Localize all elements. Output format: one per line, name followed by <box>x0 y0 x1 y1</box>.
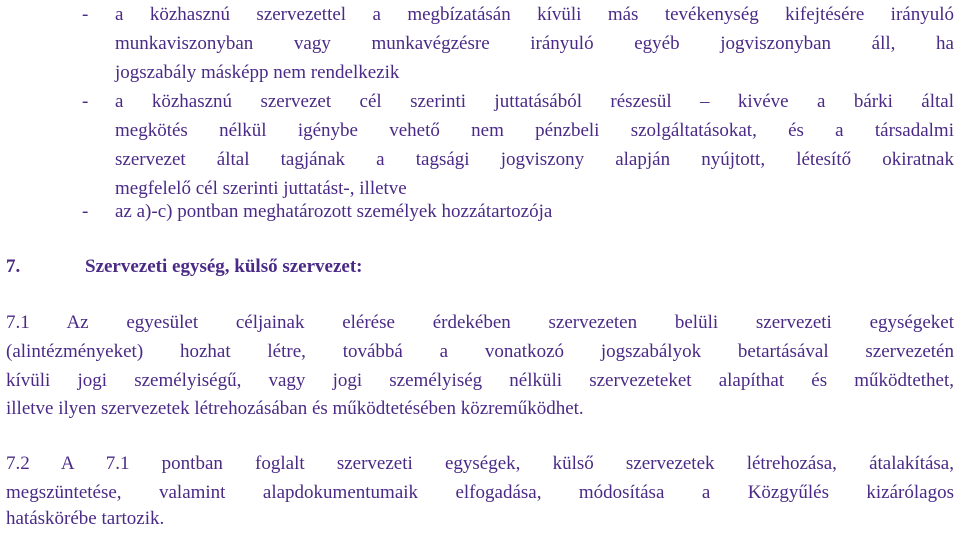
paragraph-7-1-line-2: (alintézményeket) hozhat létre, továbbá a vonatkozó jogszabályok betartásával szervezetén <box>6 341 954 362</box>
list-bullet: - <box>82 91 89 112</box>
list-bullet: - <box>82 4 89 25</box>
list-item-1-line-3: jogszabály másképp nem rendelkezik <box>115 62 400 83</box>
list-item-3-line-1: az a)-c) pontban meghatározott személyek hozzátartozója <box>115 201 553 222</box>
paragraph-7-1-line-1: 7.1 Az egyesület céljainak elérése érdekében szervezeten belüli szervezeti egységeket <box>6 312 954 333</box>
section-number: 7. <box>6 256 21 277</box>
paragraph-7-2-line-3: hatáskörébe tartozik. <box>6 508 165 529</box>
list-item-2-line-2: megkötés nélkül igénybe vehető nem pénzbeli szolgáltatásokat, és a társadalmi <box>115 120 954 141</box>
list-bullet: - <box>82 201 89 222</box>
paragraph-7-1-line-3: kívüli jogi személyiségű, vagy jogi személyiség nélküli szervezeteket alapíthat és működtethet, <box>6 370 954 391</box>
list-item-1-line-1: a közhasznú szervezettel a megbízatásán kívüli más tevékenység kifejtésére irányuló <box>115 4 954 25</box>
paragraph-7-2-line-2: megszüntetése, valamint alapdokumentumaik elfogadása, módosítása a Közgyűlés kizárólagos <box>6 482 954 503</box>
list-item-2-line-3: szervezet által tagjának a tagsági jogviszony alapján nyújtott, létesítő okiratnak <box>115 149 954 170</box>
paragraph-7-1-line-4: illetve ilyen szervezetek létrehozásában és működtetésében közreműködhet. <box>6 398 584 419</box>
list-item-2-line-4: megfelelő cél szerinti juttatást-, illetve <box>115 178 407 199</box>
list-item-2-line-1: a közhasznú szervezet cél szerinti juttatásából részesül – kivéve a bárki által <box>115 91 954 112</box>
paragraph-7-2-line-1: 7.2 A 7.1 pontban foglalt szervezeti egységek, külső szervezetek létrehozása, átalakítása, <box>6 453 954 474</box>
section-title: Szervezeti egység, külső szervezet: <box>85 256 363 277</box>
list-item-1-line-2: munkaviszonyban vagy munkavégzésre irányuló egyéb jogviszonyban áll, ha <box>115 33 954 54</box>
